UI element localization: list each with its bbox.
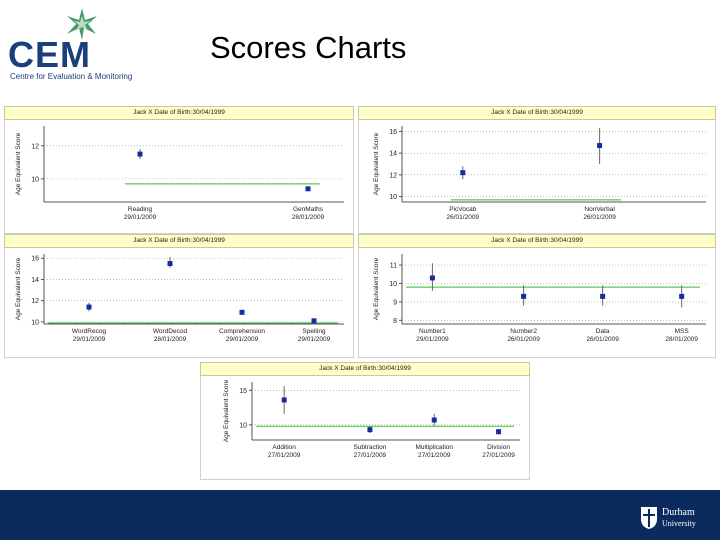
x-category-label: Addition bbox=[272, 444, 296, 451]
x-date-label: 27/01/2009 bbox=[482, 452, 515, 459]
chart-plot bbox=[358, 234, 716, 358]
chart-panel-vocab-nonverbal bbox=[358, 106, 716, 234]
y-tick-label: 16 bbox=[31, 255, 39, 263]
x-category-label: NonVerbal bbox=[584, 206, 615, 213]
data-point bbox=[460, 170, 465, 175]
x-date-label: 27/01/2009 bbox=[267, 452, 301, 459]
data-point bbox=[432, 417, 437, 422]
durham-logo bbox=[640, 502, 714, 536]
x-date-label: 26/01/2009 bbox=[507, 336, 540, 343]
university-name: Durham bbox=[662, 507, 695, 518]
chart-title: Jack X Date of Birth:30/04/1999 bbox=[200, 362, 530, 376]
x-category-label: Reading bbox=[127, 206, 153, 213]
data-point bbox=[87, 305, 92, 310]
y-tick-label: 11 bbox=[389, 262, 397, 270]
x-date-label: 28/01/2009 bbox=[153, 336, 187, 343]
data-point bbox=[282, 397, 287, 402]
x-date-label: 29/01/2009 bbox=[123, 214, 157, 221]
x-date-label: 29/01/2009 bbox=[297, 336, 331, 343]
data-point bbox=[597, 143, 602, 148]
chart-plot bbox=[358, 106, 716, 234]
data-point bbox=[521, 294, 526, 299]
y-axis-label: Age Equivalent Score bbox=[373, 132, 380, 196]
data-point bbox=[168, 261, 173, 266]
y-axis-label: Age Equivalent Score bbox=[15, 257, 22, 321]
x-category-label: Number2 bbox=[510, 328, 537, 335]
x-category-label: Comprehension bbox=[219, 328, 265, 335]
x-category-label: Multiplication bbox=[415, 444, 454, 451]
y-tick-label: 10 bbox=[389, 194, 397, 202]
x-category-label: Subtraction bbox=[353, 444, 387, 451]
x-date-label: 28/01/2009 bbox=[665, 336, 698, 343]
logo-tagline: Centre for Evaluation & Monitoring bbox=[10, 72, 133, 81]
footer bbox=[0, 490, 720, 540]
data-point bbox=[496, 429, 501, 434]
data-point bbox=[679, 294, 684, 299]
y-tick-label: 10 bbox=[389, 280, 397, 288]
x-date-label: 26/01/2009 bbox=[583, 214, 616, 221]
chart-panel-arithmetic bbox=[200, 362, 530, 480]
y-tick-label: 15 bbox=[239, 387, 247, 395]
chart-plot bbox=[4, 106, 354, 234]
x-category-label: Number1 bbox=[419, 328, 446, 335]
x-date-label: 28/01/2009 bbox=[291, 214, 325, 221]
x-date-label: 29/01/2009 bbox=[72, 336, 106, 343]
y-tick-label: 12 bbox=[31, 298, 39, 306]
shield-icon bbox=[640, 506, 658, 530]
data-point bbox=[312, 318, 317, 323]
x-date-label: 29/01/2009 bbox=[225, 336, 259, 343]
header bbox=[0, 0, 720, 100]
x-category-label: GenMaths bbox=[293, 206, 323, 213]
chart-title: Jack X Date of Birth:30/04/1999 bbox=[4, 106, 354, 120]
logo-wordmark: CEM bbox=[8, 34, 91, 75]
y-tick-label: 10 bbox=[239, 422, 247, 430]
x-category-label: MSS bbox=[674, 328, 689, 335]
x-date-label: 29/01/2009 bbox=[416, 336, 449, 343]
x-category-label: WordRecog bbox=[71, 328, 107, 335]
data-point bbox=[600, 294, 605, 299]
chart-panel-number bbox=[358, 234, 716, 358]
university-word: University bbox=[662, 519, 696, 528]
x-category-label: Spelling bbox=[302, 328, 326, 335]
chart-title: Jack X Date of Birth:30/04/1999 bbox=[4, 234, 354, 248]
x-category-label: PicVocab bbox=[449, 206, 477, 213]
chart-plot bbox=[4, 234, 354, 358]
chart-panel-literacy bbox=[4, 234, 354, 358]
y-tick-label: 16 bbox=[389, 128, 397, 136]
data-point bbox=[306, 186, 311, 191]
x-category-label: Division bbox=[487, 444, 510, 451]
data-point bbox=[138, 152, 143, 157]
x-date-label: 26/01/2009 bbox=[446, 214, 480, 221]
chart-panel-reading-maths bbox=[4, 106, 354, 234]
y-tick-label: 9 bbox=[393, 299, 397, 307]
page-title: Scores Charts bbox=[210, 30, 407, 65]
y-tick-label: 10 bbox=[31, 319, 39, 327]
x-category-label: Data bbox=[595, 328, 610, 335]
data-point bbox=[367, 427, 372, 432]
chart-plot bbox=[200, 362, 530, 480]
y-tick-label: 8 bbox=[393, 317, 397, 325]
cem-logo bbox=[6, 6, 156, 86]
x-date-label: 27/01/2009 bbox=[417, 452, 451, 459]
y-tick-label: 14 bbox=[389, 150, 397, 158]
data-point bbox=[240, 310, 245, 315]
chart-title: Jack X Date of Birth:30/04/1999 bbox=[358, 234, 716, 248]
y-axis-label: Age Equivalent Score bbox=[373, 257, 380, 321]
y-tick-label: 12 bbox=[31, 143, 39, 151]
y-axis-label: Age Equivalent Score bbox=[223, 379, 230, 443]
y-tick-label: 14 bbox=[31, 276, 39, 284]
y-tick-label: 10 bbox=[31, 176, 39, 184]
y-axis-label: Age Equivalent Score bbox=[15, 132, 22, 196]
x-category-label: WordDecod bbox=[152, 328, 188, 335]
chart-title: Jack X Date of Birth:30/04/1999 bbox=[358, 106, 716, 120]
x-date-label: 27/01/2009 bbox=[353, 452, 387, 459]
y-tick-label: 12 bbox=[389, 172, 397, 180]
data-point bbox=[430, 275, 435, 280]
x-date-label: 26/01/2009 bbox=[586, 336, 619, 343]
